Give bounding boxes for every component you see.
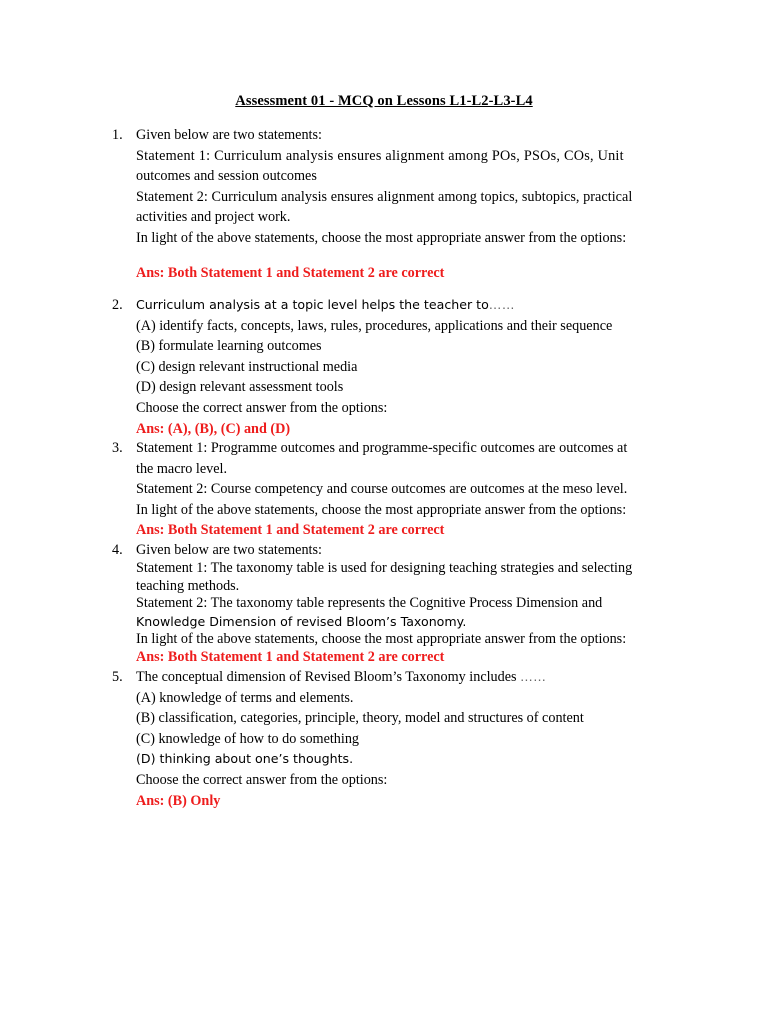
answer-text: Ans: Both Statement 1 and Statement 2 are correct bbox=[136, 522, 445, 539]
question-number: 1. bbox=[112, 127, 123, 143]
statement-1-text: Statement 1: Curriculum analysis ensures alignment among POs, PSOs, COs, Unit bbox=[136, 147, 624, 164]
statement-1-continuation: outcomes and session outcomes bbox=[136, 168, 317, 185]
option-b: (B) classification, categories, principle, theory, model and structures of content bbox=[136, 710, 584, 727]
question-body bbox=[136, 542, 678, 667]
question-stem-text: Curriculum analysis at a topic level helps the teacher to bbox=[136, 297, 489, 312]
question-prompt: In light of the above statements, choose the most appropriate answer from the options: bbox=[136, 630, 627, 647]
question-number: 5. bbox=[112, 669, 123, 685]
question-2 bbox=[112, 295, 678, 439]
question-prompt: In light of the above statements, choose the most appropriate answer from the options: bbox=[136, 229, 627, 246]
answer-text: Ans: Both Statement 1 and Statement 2 are correct bbox=[136, 648, 445, 665]
question-stem-text: The conceptual dimension of Revised Bloom’s Taxonomy includes bbox=[136, 669, 517, 685]
question-1 bbox=[112, 125, 678, 283]
statement-1-continuation: teaching methods. bbox=[136, 577, 240, 594]
statement-2-continuation: activities and project work. bbox=[136, 209, 291, 226]
option-b: (B) formulate learning outcomes bbox=[136, 338, 322, 355]
question-4 bbox=[112, 542, 678, 667]
question-stem bbox=[136, 295, 678, 316]
question-5 bbox=[112, 667, 678, 811]
question-number: 3. bbox=[112, 440, 123, 456]
option-a: (A) identify facts, concepts, laws, rules, procedures, applications and their sequence bbox=[136, 317, 613, 334]
question-body bbox=[136, 667, 678, 811]
option-c: (C) knowledge of how to do something bbox=[136, 730, 360, 747]
question-body bbox=[136, 295, 678, 439]
document-title: Assessment 01 - MCQ on Lessons L1-L2-L3-L4 bbox=[235, 93, 533, 109]
statement-2-text: Statement 2: Course competency and course outcomes are outcomes at the meso level. bbox=[136, 481, 628, 498]
stem-dots: …… bbox=[488, 297, 515, 312]
question-prompt: Choose the correct answer from the options: bbox=[136, 399, 388, 416]
answer-text: Ans: (A), (B), (C) and (D) bbox=[136, 420, 291, 437]
question-prompt: Choose the correct answer from the options: bbox=[136, 771, 388, 788]
answer-text: Ans: Both Statement 1 and Statement 2 are correct bbox=[136, 264, 445, 281]
statement-1-text: Statement 1: Programme outcomes and programme-specific outcomes are outcomes at bbox=[136, 440, 628, 456]
question-number: 2. bbox=[112, 297, 123, 313]
option-c: (C) design relevant instructional media bbox=[136, 358, 358, 375]
stem-dots: …… bbox=[520, 669, 547, 684]
question-3 bbox=[112, 438, 678, 541]
option-a: (A) knowledge of terms and elements. bbox=[136, 689, 354, 706]
answer-text: Ans: (B) Only bbox=[136, 792, 221, 809]
question-number: 4. bbox=[112, 542, 123, 558]
statement-2-text: Statement 2: Curriculum analysis ensures alignment among topics, subtopics, practical bbox=[136, 188, 633, 205]
question-body bbox=[136, 438, 678, 541]
statement-2-text: Statement 2: The taxonomy table represents the Cognitive Process Dimension and bbox=[136, 595, 603, 612]
question-stem bbox=[136, 667, 678, 688]
option-d: (D) thinking about one’s thoughts. bbox=[136, 751, 354, 767]
option-d: (D) design relevant assessment tools bbox=[136, 379, 344, 396]
question-text: Given below are two statements: bbox=[136, 127, 322, 143]
statement-2-continuation: Knowledge Dimension of revised Bloom’s Taxonomy. bbox=[136, 614, 467, 630]
statement-1-text: Statement 1: The taxonomy table is used for designing teaching strategies and selecting bbox=[136, 559, 633, 576]
question-body bbox=[136, 125, 678, 283]
question-text: Given below are two statements: bbox=[136, 542, 322, 558]
question-prompt: In light of the above statements, choose the most appropriate answer from the options: bbox=[136, 501, 627, 518]
statement-1-continuation: the macro level. bbox=[136, 460, 227, 477]
